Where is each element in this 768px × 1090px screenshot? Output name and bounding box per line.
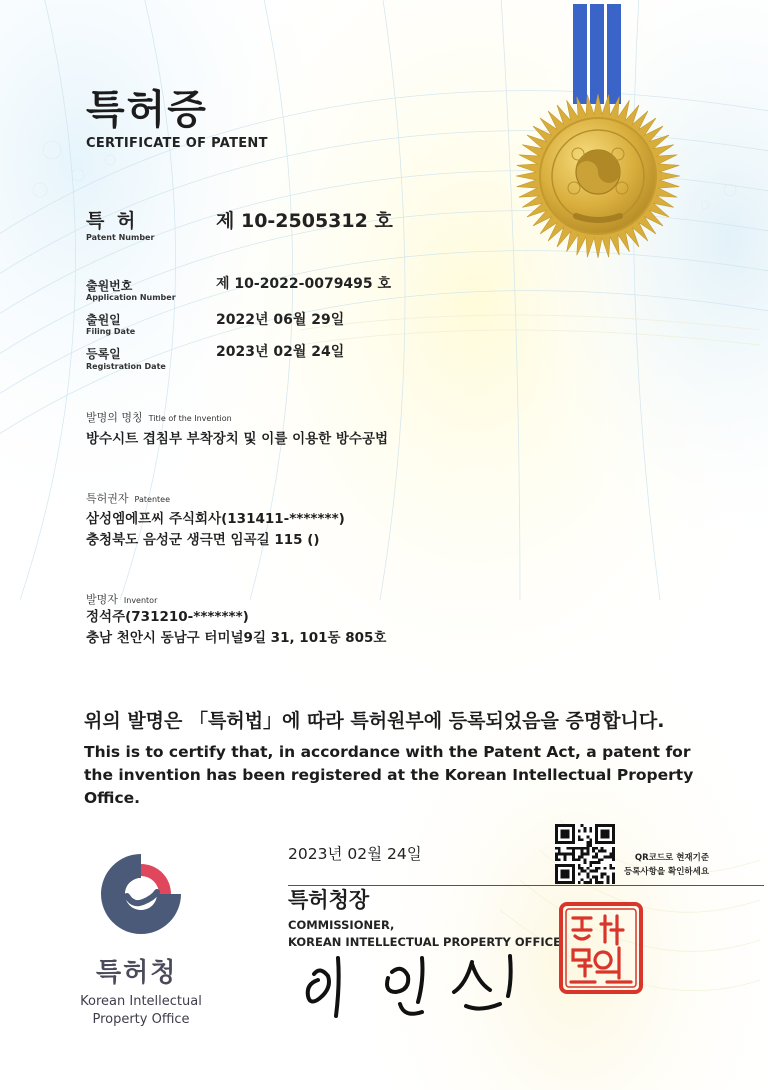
- inventor-name: 정석주(731210-*******): [86, 609, 249, 625]
- commissioner-signature: [296, 952, 536, 1022]
- inventor-label-ko: 발명자: [86, 593, 118, 606]
- gold-seal: [514, 92, 682, 260]
- qr-code[interactable]: [555, 824, 615, 884]
- certification-statement-ko: 위의 발명은 「특허법」에 따라 특허원부에 등록되었음을 증명합니다.: [84, 710, 665, 732]
- qr-instructions-line2: 등록사항을 확인하세요: [624, 867, 710, 877]
- application-number-value: 제 10-2022-0079495 호: [216, 276, 392, 292]
- commissioner-title-ko: 특허청장: [288, 888, 370, 912]
- official-stamp: [557, 900, 645, 996]
- registration-date-label-ko: 등록일: [86, 347, 121, 361]
- commissioner-title-en-line1: COMMISSIONER,: [288, 918, 395, 932]
- filing-date-label-en: Filing Date: [86, 327, 136, 336]
- seal-ribbon: [573, 4, 621, 104]
- patentee-name: 삼성엠에프씨 주식회사(131411-*******): [86, 511, 345, 527]
- filing-date-label-ko: 출원일: [86, 313, 121, 327]
- patent-number-label-en: Patent Number: [86, 233, 155, 242]
- invention-title: 방수시트 겹침부 부착장치 및 이를 이용한 방수공법: [86, 431, 389, 447]
- inventor-address: 충남 천안시 동남구 터미널9길 31, 101동 805호: [86, 630, 387, 646]
- commissioner-title-en: [288, 917, 561, 951]
- filing-date-value: 2022년 06월 29일: [216, 312, 345, 328]
- kipo-logo-icon: [97, 850, 185, 938]
- patent-number-label-ko: 특 허: [86, 210, 139, 232]
- qr-instructions-line1: QR코드로 현재기준: [634, 853, 710, 863]
- issue-date: 2023년 02월 24일: [288, 845, 422, 863]
- certificate-title-ko: 특허증: [86, 87, 208, 133]
- application-number-label-ko: 출원번호: [86, 279, 133, 293]
- invention-label-en: Title of the Invention: [148, 414, 232, 423]
- patentee-address: 충청북도 음성군 생극면 임곡길 115 (): [86, 532, 320, 548]
- commissioner-title-en-line2: KOREAN INTELLECTUAL PROPERTY OFFICE: [288, 935, 561, 949]
- registration-date-value: 2023년 02월 24일: [216, 344, 345, 360]
- patentee-label: [86, 487, 170, 506]
- certification-statement-en: This is to certify that, in accordance with the Patent Act, a patent for the invention has been registered at the Korean Intellectual Property Office.: [84, 743, 694, 807]
- patentee-label-ko: 특허권자: [86, 492, 129, 505]
- patentee-label-en: Patentee: [134, 495, 170, 504]
- kipo-name-en: Korean Intellectual Property Office: [80, 994, 202, 1027]
- invention-label: [86, 406, 232, 425]
- application-number-label-en: Application Number: [86, 293, 176, 302]
- registration-date-label-en: Registration Date: [86, 362, 166, 371]
- qr-instructions: [624, 851, 709, 879]
- certificate-title-en: CERTIFICATE OF PATENT: [86, 136, 268, 151]
- inventor-label-en: Inventor: [123, 596, 158, 605]
- kipo-name-ko: 특허청: [96, 958, 178, 988]
- invention-label-ko: 발명의 명칭: [86, 411, 143, 424]
- patent-number-value: 제 10-2505312 호: [216, 210, 393, 232]
